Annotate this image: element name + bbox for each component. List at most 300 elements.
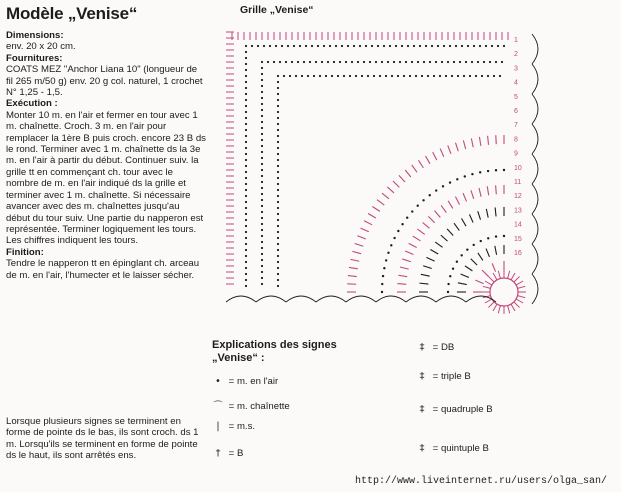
border-chain-mark	[277, 75, 279, 77]
stitch-mark	[496, 185, 497, 194]
border-chain-mark	[277, 219, 279, 221]
stitch-mark	[350, 259, 359, 261]
stitch-mark	[364, 221, 372, 225]
chain-stitch-mark	[390, 244, 392, 246]
center-stitch-mark	[514, 302, 520, 308]
center-stitch-mark	[508, 271, 510, 279]
border-chain-mark	[465, 61, 467, 63]
border-chain-mark	[351, 61, 353, 63]
stitch-mark	[433, 152, 437, 160]
scallop-arc	[532, 214, 538, 244]
border-chain-mark	[469, 75, 471, 77]
border-chain-mark	[323, 45, 325, 47]
border-chain-mark	[245, 195, 247, 197]
chain-stitch-mark	[411, 210, 413, 212]
legend-label: = triple B	[432, 371, 471, 382]
legend-item-sc	[210, 421, 255, 432]
round-number: 6	[514, 108, 518, 115]
border-chain-mark	[245, 135, 247, 137]
stitch-mark	[352, 251, 361, 253]
stitch-mark	[454, 223, 459, 230]
border-chain-mark	[261, 169, 263, 171]
border-chain-mark	[261, 73, 263, 75]
border-chain-mark	[405, 61, 407, 63]
chain-stitch-mark	[471, 173, 473, 175]
border-chain-mark	[261, 247, 263, 249]
chain-stitch-mark	[456, 261, 458, 263]
border-chain-mark	[261, 97, 263, 99]
border-chain-mark	[335, 45, 337, 47]
border-chain-mark	[407, 45, 409, 47]
border-chain-mark	[261, 241, 263, 243]
border-chain-mark	[245, 285, 247, 287]
page-title: Modèle „Venise“	[6, 4, 138, 23]
border-chain-mark	[445, 75, 447, 77]
border-chain-mark	[277, 123, 279, 125]
chain-stitch-mark	[480, 240, 482, 242]
chain-stitch-mark	[393, 237, 395, 239]
border-chain-mark	[397, 75, 399, 77]
border-chain-mark	[277, 279, 279, 281]
border-chain-mark	[277, 213, 279, 215]
border-chain-mark	[245, 183, 247, 185]
chain-stitch-mark	[495, 169, 497, 171]
center-stitch-mark	[508, 306, 510, 314]
execution-text: Monter 10 m. en l'air et fermer en tour avec 1 m. chaînette. Croch. 3 m. en l'air pour remplacer la 1ère B puis croch. encore 23 B ds le rond. Terminer avec 1 m. chaînette ds la 3e m. en l'air à partir du début. Continuer suiv. la grille tt en commençant ch. tour avec le nombre de m. en l'air indiqué ds la grille et terminer avec 1 m. chaînette. Si nécessaire avancer avec des m. chaînettes jusqu'au début du tour suiv. Une partie du napperon est représentée. Terminer logiquement les tours. Les chiffres indiquent les tours.	[6, 109, 206, 247]
stitch-mark	[447, 229, 453, 236]
stitch-mark	[423, 266, 432, 269]
border-chain-mark	[261, 115, 263, 117]
border-chain-mark	[245, 93, 247, 95]
quintuple-treble-symbol-icon: ‡	[419, 443, 425, 454]
border-chain-mark	[277, 165, 279, 167]
border-chain-mark	[487, 75, 489, 77]
border-chain-mark	[331, 75, 333, 77]
border-chain-mark	[245, 105, 247, 107]
border-chain-mark	[297, 61, 299, 63]
border-chain-mark	[245, 111, 247, 113]
border-chain-mark	[277, 189, 279, 191]
border-chain-mark	[261, 277, 263, 279]
chain-stitch-mark	[435, 189, 437, 191]
border-chain-mark	[337, 75, 339, 77]
stitch-mark	[495, 207, 496, 216]
border-chain-mark	[261, 259, 263, 261]
border-chain-mark	[277, 237, 279, 239]
border-chain-mark	[355, 75, 357, 77]
stitch-mark	[469, 214, 473, 222]
border-chain-mark	[245, 81, 247, 83]
stitch-mark	[475, 280, 483, 283]
border-chain-mark	[245, 267, 247, 269]
border-chain-mark	[293, 45, 295, 47]
border-chain-mark	[245, 255, 247, 257]
chain-stitch-mark	[503, 235, 505, 237]
border-chain-mark	[277, 141, 279, 143]
single-crochet-symbol-icon: |	[216, 421, 220, 432]
border-chain-mark	[409, 75, 411, 77]
stitch-mark	[421, 274, 430, 276]
border-chain-mark	[357, 61, 359, 63]
border-chain-mark	[245, 57, 247, 59]
stitch-mark	[440, 149, 444, 157]
stitch-mark	[426, 257, 434, 261]
stitch-mark	[492, 263, 495, 271]
stitch-mark	[402, 259, 411, 262]
border-chain-mark	[277, 129, 279, 131]
chain-stitch-mark	[449, 181, 451, 183]
border-chain-mark	[453, 61, 455, 63]
border-chain-mark	[321, 61, 323, 63]
border-chain-mark	[245, 273, 247, 275]
border-chain-mark	[267, 61, 269, 63]
stitch-mark	[409, 243, 417, 247]
stitch-mark	[462, 218, 467, 226]
border-chain-mark	[491, 45, 493, 47]
border-chain-mark	[329, 45, 331, 47]
legend-label: = m. en l'air	[228, 376, 279, 387]
border-chain-mark	[317, 45, 319, 47]
supplies-text: COATS MEZ "Anchor Liana 10" (longueur de fil 265 m/50 g) env. 20 g col. naturel, 1 crochet N° 1,25 - 1,5.	[6, 64, 203, 99]
border-chain-mark	[457, 75, 459, 77]
stitch-mark	[478, 253, 483, 260]
stitch-mark	[486, 209, 488, 218]
border-chain-mark	[261, 181, 263, 183]
stitch-mark	[398, 275, 407, 276]
border-chain-mark	[429, 61, 431, 63]
stitch-mark	[361, 228, 369, 232]
center-ring	[490, 278, 518, 306]
border-chain-mark	[435, 61, 437, 63]
border-chain-mark	[277, 267, 279, 269]
border-chain-mark	[495, 61, 497, 63]
border-chain-mark	[261, 199, 263, 201]
grid-title: Grille „Venise“	[240, 4, 314, 16]
border-chain-mark	[245, 45, 247, 47]
stitch-mark	[471, 259, 477, 265]
border-chain-mark	[459, 61, 461, 63]
border-chain-mark	[327, 61, 329, 63]
chain-stitch-mark	[473, 244, 475, 246]
border-chain-mark	[301, 75, 303, 77]
finishing-text: Tendre le napperon tt en épinglant ch. arceau de m. en l'air, l'humecter et le laisser sécher.	[6, 258, 200, 281]
border-chain-mark	[269, 45, 271, 47]
stitch-mark	[448, 145, 451, 153]
center-stitch-mark	[511, 304, 515, 311]
border-chain-mark	[415, 75, 417, 77]
stitch-mark	[441, 205, 446, 212]
border-chain-mark	[261, 175, 263, 177]
double-crochet-symbol-icon: †	[215, 448, 221, 459]
legend-item-dtr	[414, 371, 471, 382]
scallop-arc	[532, 154, 538, 184]
scallop-arc	[532, 94, 538, 124]
border-chain-mark	[261, 253, 263, 255]
quadruple-treble-symbol-icon: ‡	[419, 404, 425, 415]
border-chain-mark	[309, 61, 311, 63]
chain-stitch-mark	[456, 178, 458, 180]
border-chain-mark	[345, 61, 347, 63]
center-stitch-mark	[483, 286, 491, 288]
border-chain-mark	[381, 61, 383, 63]
border-chain-mark	[389, 45, 391, 47]
border-chain-mark	[261, 205, 263, 207]
border-chain-mark	[281, 45, 283, 47]
border-chain-mark	[277, 105, 279, 107]
border-chain-mark	[447, 61, 449, 63]
border-chain-mark	[433, 75, 435, 77]
scallop-arc	[532, 184, 538, 214]
border-chain-mark	[431, 45, 433, 47]
dimensions-heading: Dimensions:	[6, 30, 64, 41]
stitch-mark	[399, 175, 405, 182]
border-chain-mark	[463, 75, 465, 77]
stitch-mark	[430, 250, 438, 255]
border-chain-mark	[261, 85, 263, 87]
border-chain-mark	[277, 99, 279, 101]
chain-stitch-mark	[381, 291, 383, 293]
chain-stitch-mark	[466, 248, 468, 250]
border-chain-mark	[245, 159, 247, 161]
chain-stitch-mark	[382, 275, 384, 277]
border-chain-mark	[261, 145, 263, 147]
stitch-mark	[465, 266, 472, 271]
stitch-mark	[471, 190, 474, 199]
border-chain-mark	[385, 75, 387, 77]
stitch-mark	[448, 201, 453, 209]
chain-stitch-mark	[447, 283, 449, 285]
border-chain-mark	[391, 75, 393, 77]
chain-stitch-mark	[385, 259, 387, 261]
legend-label: = m. chaînette	[228, 401, 290, 412]
crochet-chart	[212, 16, 612, 316]
stitch-mark	[417, 229, 424, 234]
center-stitch-mark	[518, 286, 526, 288]
center-stitch-mark	[514, 276, 520, 282]
border-chain-mark	[395, 45, 397, 47]
stitch-note: Lorsque plusieurs signes se terminent en forme de pointe ds le bas, ils sont croch. ds 1 m. Lorsqu'ils se terminent en forme de pointe ds le haut, ils sont arrêtés ens.	[6, 416, 199, 462]
border-chain-mark	[411, 61, 413, 63]
center-stitch-mark	[498, 271, 500, 279]
border-chain-mark	[417, 61, 419, 63]
chain-stitch-mark	[383, 267, 385, 269]
border-chain-mark	[277, 93, 279, 95]
stitch-mark	[495, 246, 497, 255]
border-chain-mark	[419, 45, 421, 47]
center-stitch-mark	[493, 304, 497, 311]
border-chain-mark	[245, 219, 247, 221]
border-chain-mark	[245, 129, 247, 131]
border-chain-mark	[263, 45, 265, 47]
border-chain-mark	[277, 231, 279, 233]
border-chain-mark	[369, 61, 371, 63]
stitch-mark	[405, 170, 411, 177]
chain-stitch-mark	[487, 237, 489, 239]
border-chain-mark	[481, 75, 483, 77]
border-chain-mark	[319, 75, 321, 77]
border-chain-mark	[425, 45, 427, 47]
stitch-mark	[461, 274, 469, 277]
border-chain-mark	[261, 121, 263, 123]
border-chain-mark	[273, 61, 275, 63]
border-chain-mark	[291, 61, 293, 63]
chain-stitch-mark	[479, 171, 481, 173]
border-chain-mark	[479, 45, 481, 47]
center-stitch-mark	[516, 281, 523, 285]
stitch-mark	[377, 200, 384, 205]
border-chain-mark	[449, 45, 451, 47]
stitch-mark	[413, 236, 421, 241]
border-chain-mark	[365, 45, 367, 47]
border-chain-mark	[289, 75, 291, 77]
stitch-mark	[455, 143, 458, 152]
border-chain-mark	[245, 279, 247, 281]
border-chain-mark	[245, 201, 247, 203]
border-chain-mark	[245, 141, 247, 143]
round-number: 9	[514, 150, 518, 158]
border-chain-mark	[333, 61, 335, 63]
round-number: 3	[514, 65, 518, 73]
border-chain-mark	[245, 243, 247, 245]
border-chain-mark	[277, 195, 279, 197]
execution-heading: Exécution :	[6, 98, 58, 110]
chain-stitch-mark	[406, 217, 408, 219]
center-stitch-mark	[488, 302, 494, 308]
border-chain-mark	[261, 127, 263, 129]
border-chain-mark	[499, 75, 501, 77]
border-chain-mark	[277, 207, 279, 209]
border-chain-mark	[277, 249, 279, 251]
scallop-arc	[436, 296, 466, 302]
border-chain-mark	[245, 231, 247, 233]
legend-item-tr	[414, 342, 454, 353]
stitch-mark	[471, 138, 473, 147]
scallop-arc	[286, 296, 316, 302]
legend-item-quad	[414, 404, 493, 415]
border-chain-mark	[439, 75, 441, 77]
border-chain-mark	[245, 261, 247, 263]
legend-title-line1: Explications des signes	[212, 339, 337, 351]
chain-stitch-mark	[460, 254, 462, 256]
scallop-arc	[532, 64, 538, 94]
scallop-arc	[532, 124, 538, 154]
border-chain-mark	[261, 61, 263, 63]
border-chain-mark	[261, 223, 263, 225]
border-chain-mark	[349, 75, 351, 77]
border-chain-mark	[361, 75, 363, 77]
border-chain-mark	[283, 75, 285, 77]
center-stitch-mark	[498, 306, 500, 314]
border-chain-mark	[353, 45, 355, 47]
dimensions-text: env. 20 x 20 cm.	[6, 41, 76, 53]
chain-stitch-mark	[422, 199, 424, 201]
center-stitch-mark	[511, 273, 515, 280]
round-number: 8	[514, 136, 518, 144]
stitch-mark	[393, 181, 399, 187]
border-chain-mark	[245, 165, 247, 167]
border-chain-mark	[261, 193, 263, 195]
border-chain-mark	[245, 177, 247, 179]
border-chain-mark	[501, 61, 503, 63]
legend-label: = quintuple B	[432, 443, 489, 454]
scallop-arc	[256, 296, 286, 302]
stitch-mark	[435, 242, 442, 247]
center-stitch-mark	[516, 299, 523, 303]
border-chain-mark	[277, 171, 279, 173]
border-chain-mark	[245, 249, 247, 251]
border-chain-mark	[277, 147, 279, 149]
border-chain-mark	[277, 153, 279, 155]
stitch-mark	[435, 211, 441, 218]
border-chain-mark	[277, 225, 279, 227]
border-chain-mark	[277, 135, 279, 137]
border-chain-mark	[413, 45, 415, 47]
round-number: 11	[514, 179, 522, 186]
border-chain-mark	[313, 75, 315, 77]
watermark-url: http://www.liveinternet.ru/users/olga_san/	[355, 476, 608, 487]
border-chain-mark	[245, 63, 247, 65]
finishing-heading: Finition:	[6, 246, 44, 258]
border-chain-mark	[245, 75, 247, 77]
border-chain-mark	[245, 147, 247, 149]
border-chain-mark	[277, 87, 279, 89]
border-chain-mark	[261, 109, 263, 111]
border-chain-mark	[485, 45, 487, 47]
stitch-mark	[441, 235, 448, 241]
border-chain-mark	[315, 61, 317, 63]
round-number: 5	[514, 93, 518, 101]
stitch-mark	[412, 165, 417, 172]
stitch-mark	[428, 216, 434, 222]
border-chain-mark	[379, 75, 381, 77]
border-chain-mark	[493, 75, 495, 77]
border-chain-mark	[261, 229, 263, 231]
round-number: 1	[514, 37, 518, 44]
chain-stitch-mark	[447, 291, 449, 293]
border-chain-mark	[437, 45, 439, 47]
border-chain-mark	[455, 45, 457, 47]
legend-item-slip	[210, 398, 290, 412]
border-chain-mark	[261, 157, 263, 159]
chain-stitch-mark	[401, 223, 403, 225]
border-chain-mark	[295, 75, 297, 77]
stitch-mark	[463, 193, 466, 201]
border-chain-mark	[277, 183, 279, 185]
border-chain-mark	[261, 91, 263, 93]
stitch-mark	[387, 187, 394, 193]
border-chain-mark	[261, 211, 263, 213]
legend-label: = m.s.	[228, 421, 256, 432]
border-chain-mark	[261, 151, 263, 153]
dimensions-section	[6, 30, 206, 281]
scallop-arc	[226, 296, 256, 302]
round-number: 13	[514, 207, 522, 215]
border-chain-mark	[245, 225, 247, 227]
border-chain-mark	[343, 75, 345, 77]
border-chain-mark	[427, 75, 429, 77]
stitch-mark	[397, 284, 406, 285]
border-chain-mark	[287, 45, 289, 47]
chain-stitch-mark	[449, 275, 451, 277]
legend-label: = quadruple B	[432, 404, 493, 415]
stitch-mark	[418, 160, 423, 168]
border-chain-mark	[503, 45, 505, 47]
center-stitch-mark	[518, 296, 526, 298]
stitch-mark	[355, 243, 364, 246]
border-chain-mark	[339, 61, 341, 63]
center-stitch-mark	[485, 281, 492, 285]
border-chain-mark	[375, 61, 377, 63]
